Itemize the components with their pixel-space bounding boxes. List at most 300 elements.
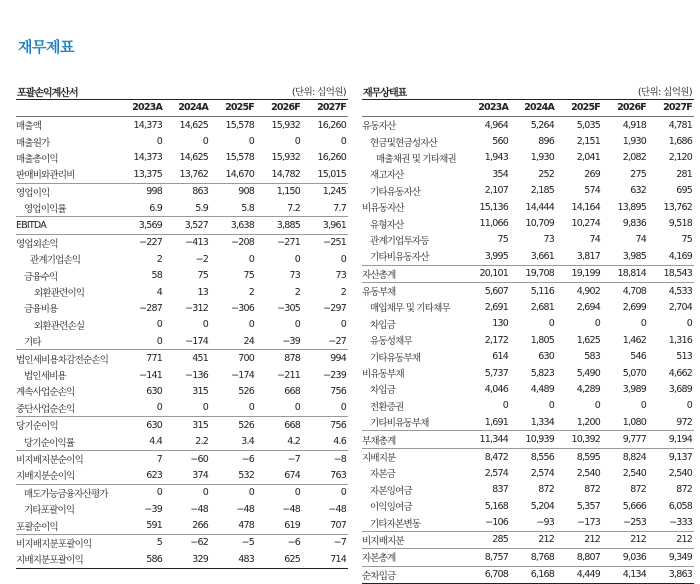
row-value: 75 bbox=[681, 234, 692, 246]
row-label: EBITDA bbox=[16, 220, 46, 232]
row-value: 872 bbox=[676, 484, 692, 496]
row-label: 매출원가 bbox=[16, 137, 50, 149]
row-value: 0 bbox=[548, 318, 554, 330]
table-row bbox=[16, 150, 348, 166]
row-value: 5,737 bbox=[484, 367, 508, 379]
row-value: 5 bbox=[156, 537, 162, 549]
row-label: 법인세비용 bbox=[24, 371, 66, 383]
row-label: 순차입금 bbox=[362, 570, 396, 582]
row-value: 2,694 bbox=[576, 301, 600, 313]
row-value: 130 bbox=[492, 318, 508, 330]
row-value: 2,041 bbox=[576, 152, 600, 164]
row-value: 2,681 bbox=[530, 301, 554, 313]
row-value: 73 bbox=[335, 270, 346, 282]
row-value: 8,556 bbox=[530, 451, 554, 463]
table-row bbox=[16, 333, 348, 349]
row-value: 212 bbox=[630, 534, 646, 546]
row-label: 기타자본변동 bbox=[370, 518, 421, 530]
row-value: 4.4 bbox=[149, 436, 162, 448]
row-value: 10,274 bbox=[571, 218, 600, 230]
table-row bbox=[362, 166, 694, 182]
table-row bbox=[16, 484, 348, 501]
row-value: 8,807 bbox=[576, 551, 600, 563]
table-row bbox=[362, 548, 694, 565]
balance-sheet-header bbox=[362, 84, 694, 100]
row-value: −333 bbox=[669, 517, 692, 529]
row-value: 972 bbox=[676, 416, 692, 428]
income-statement-rows bbox=[16, 117, 348, 568]
row-value: 0 bbox=[294, 402, 300, 414]
row-value: 13,895 bbox=[617, 201, 646, 213]
row-label: 당기순이익 bbox=[16, 421, 58, 433]
table-row bbox=[362, 448, 694, 465]
table-row bbox=[362, 299, 694, 315]
row-value: 15,932 bbox=[271, 119, 300, 131]
row-value: 630 bbox=[538, 351, 554, 363]
income-statement-header bbox=[16, 84, 348, 100]
table-row bbox=[362, 482, 694, 498]
row-value: 5,490 bbox=[576, 367, 600, 379]
row-value: 18,814 bbox=[617, 268, 646, 280]
row-value: 4.6 bbox=[333, 436, 346, 448]
row-value: −174 bbox=[185, 335, 208, 347]
row-value: 14,670 bbox=[225, 168, 254, 180]
table-row bbox=[362, 199, 694, 215]
row-value: 714 bbox=[330, 553, 346, 565]
row-value: 5,823 bbox=[530, 367, 554, 379]
table-row bbox=[16, 166, 348, 182]
row-value: 8,472 bbox=[484, 451, 508, 463]
row-value: 478 bbox=[238, 520, 254, 532]
row-value: 15,932 bbox=[271, 152, 300, 164]
table-bottom-rule bbox=[16, 568, 348, 569]
row-value: 1,462 bbox=[622, 334, 646, 346]
row-value: 0 bbox=[340, 136, 346, 148]
year-header: 2025F bbox=[571, 102, 600, 113]
row-value: 1,943 bbox=[484, 152, 508, 164]
row-value: 771 bbox=[146, 353, 162, 365]
row-value: 3,638 bbox=[230, 220, 254, 232]
balance-sheet-rows bbox=[362, 117, 694, 583]
row-value: 3,569 bbox=[138, 220, 162, 232]
row-label: 현금및현금성자산 bbox=[370, 137, 438, 149]
row-value: 668 bbox=[284, 419, 300, 431]
row-value: −39 bbox=[282, 335, 300, 347]
row-label: 이익잉여금 bbox=[370, 502, 412, 514]
row-value: 4,449 bbox=[576, 569, 600, 581]
row-value: 707 bbox=[330, 520, 346, 532]
row-value: 19,708 bbox=[525, 268, 554, 280]
row-value: 756 bbox=[330, 419, 346, 431]
row-value: −174 bbox=[231, 369, 254, 381]
row-value: 630 bbox=[146, 385, 162, 397]
row-value: 9,194 bbox=[668, 434, 692, 446]
row-value: 14,164 bbox=[571, 201, 600, 213]
row-value: 872 bbox=[584, 484, 600, 496]
row-label: 매출총이익 bbox=[16, 153, 58, 165]
row-value: −5 bbox=[241, 537, 254, 549]
row-value: 2,540 bbox=[576, 467, 600, 479]
row-value: 9,836 bbox=[622, 218, 646, 230]
row-label: 기타포괄이익 bbox=[24, 505, 75, 517]
row-value: 2,704 bbox=[668, 301, 692, 313]
row-value: −2 bbox=[195, 253, 208, 265]
row-value: 14,444 bbox=[525, 201, 554, 213]
row-value: 0 bbox=[248, 319, 254, 331]
row-value: 0 bbox=[294, 136, 300, 148]
row-label: 차입금 bbox=[370, 385, 396, 397]
table-row bbox=[362, 430, 694, 447]
row-value: 451 bbox=[192, 353, 208, 365]
table-row bbox=[362, 398, 694, 414]
row-value: 4,781 bbox=[668, 119, 692, 131]
row-value: 5,070 bbox=[622, 367, 646, 379]
row-label: 외환관련손실 bbox=[34, 320, 85, 332]
table-row bbox=[16, 251, 348, 267]
row-value: −208 bbox=[231, 237, 254, 249]
row-label: 지배지분포괄이익 bbox=[16, 555, 84, 567]
year-header: 2026F bbox=[617, 102, 646, 113]
year-header: 2024A bbox=[524, 102, 554, 113]
row-value: 2,699 bbox=[622, 301, 646, 313]
row-value: 872 bbox=[630, 484, 646, 496]
row-value: 14,373 bbox=[133, 152, 162, 164]
row-value: 3,689 bbox=[668, 383, 692, 395]
table-row bbox=[16, 534, 348, 551]
row-value: 1,200 bbox=[576, 416, 600, 428]
row-value: 1,625 bbox=[576, 334, 600, 346]
row-value: 285 bbox=[492, 534, 508, 546]
row-value: 58 bbox=[151, 270, 162, 282]
row-value: 2,574 bbox=[530, 467, 554, 479]
row-label: 지배지분순이익 bbox=[16, 471, 75, 483]
row-value: 1,316 bbox=[668, 334, 692, 346]
row-value: 5,116 bbox=[530, 285, 554, 297]
table-row bbox=[362, 414, 694, 430]
row-value: −48 bbox=[282, 503, 300, 515]
row-value: 526 bbox=[238, 385, 254, 397]
table-row bbox=[362, 348, 694, 364]
row-value: 15,136 bbox=[479, 201, 508, 213]
row-value: 9,777 bbox=[622, 434, 646, 446]
row-label: 비유동자산 bbox=[362, 203, 404, 215]
row-label: 비지배지분포괄이익 bbox=[16, 538, 92, 550]
row-value: 0 bbox=[294, 253, 300, 265]
table-row bbox=[362, 566, 694, 583]
row-value: 13,375 bbox=[133, 168, 162, 180]
row-value: 6,058 bbox=[668, 500, 692, 512]
row-value: 591 bbox=[146, 520, 162, 532]
row-value: 74 bbox=[635, 234, 646, 246]
row-value: 14,373 bbox=[133, 119, 162, 131]
row-value: 4,169 bbox=[668, 250, 692, 262]
balance-sheet-title: 재무상태표 bbox=[363, 88, 407, 99]
table-row bbox=[16, 284, 348, 300]
row-value: 1,805 bbox=[530, 334, 554, 346]
row-label: 기타 bbox=[24, 337, 41, 349]
row-value: 4 bbox=[156, 286, 162, 298]
table-row bbox=[16, 551, 348, 567]
row-label: 영업이익 bbox=[16, 187, 50, 199]
row-value: 10,939 bbox=[525, 434, 554, 446]
row-value: 1,150 bbox=[276, 186, 300, 198]
row-value: 13,762 bbox=[663, 201, 692, 213]
page-title: 재무제표 bbox=[18, 38, 74, 56]
row-label: 관계기업손익 bbox=[30, 255, 81, 267]
row-value: 5,035 bbox=[576, 119, 600, 131]
row-value: 994 bbox=[330, 353, 346, 365]
row-value: 908 bbox=[238, 186, 254, 198]
table-row bbox=[16, 349, 348, 366]
row-value: 9,137 bbox=[668, 451, 692, 463]
balance-sheet-panel bbox=[362, 84, 694, 584]
row-value: 269 bbox=[584, 168, 600, 180]
table-row bbox=[16, 200, 348, 216]
row-label: 비지배지분순이익 bbox=[16, 455, 84, 466]
row-value: −6 bbox=[241, 453, 254, 465]
row-value: 4,289 bbox=[576, 383, 600, 395]
table-row bbox=[16, 433, 348, 449]
row-value: 3.4 bbox=[241, 436, 254, 448]
row-label: 재고자산 bbox=[370, 170, 404, 182]
table-row bbox=[16, 450, 348, 467]
row-value: 0 bbox=[340, 253, 346, 265]
income-statement-panel bbox=[16, 84, 348, 569]
row-label: 매출채권 및 기타채권 bbox=[376, 153, 456, 165]
row-label: 매출액 bbox=[16, 121, 42, 133]
row-value: 0 bbox=[640, 400, 646, 412]
row-value: 75 bbox=[497, 234, 508, 246]
row-value: 560 bbox=[492, 136, 508, 148]
row-value: 0 bbox=[686, 400, 692, 412]
row-value: −271 bbox=[277, 237, 300, 249]
row-label: 기타비유동자산 bbox=[370, 252, 429, 264]
row-value: 4,964 bbox=[484, 119, 508, 131]
table-row bbox=[362, 248, 694, 264]
row-value: −60 bbox=[190, 453, 208, 465]
row-label: 전환증권 bbox=[370, 401, 404, 413]
row-value: 5.9 bbox=[195, 202, 208, 214]
row-value: 623 bbox=[146, 469, 162, 481]
income-statement-column-header bbox=[16, 102, 348, 117]
row-value: 896 bbox=[538, 136, 554, 148]
row-value: 13,762 bbox=[179, 168, 208, 180]
row-value: 24 bbox=[243, 335, 254, 347]
row-value: 3,961 bbox=[322, 220, 346, 232]
row-value: 668 bbox=[284, 385, 300, 397]
row-value: 0 bbox=[340, 319, 346, 331]
row-value: −106 bbox=[485, 517, 508, 529]
row-value: 2,540 bbox=[668, 467, 692, 479]
row-label: 부채총계 bbox=[362, 435, 396, 447]
row-value: 4,046 bbox=[484, 383, 508, 395]
row-value: 2,082 bbox=[622, 152, 646, 164]
row-value: 614 bbox=[492, 351, 508, 363]
row-value: 14,625 bbox=[179, 119, 208, 131]
table-row bbox=[362, 215, 694, 231]
row-value: −211 bbox=[277, 369, 300, 381]
row-value: 7 bbox=[156, 453, 162, 465]
row-value: 513 bbox=[676, 351, 692, 363]
row-value: −48 bbox=[236, 503, 254, 515]
row-value: 546 bbox=[630, 351, 646, 363]
row-value: 4,134 bbox=[622, 569, 646, 581]
row-value: 0 bbox=[594, 318, 600, 330]
row-value: −48 bbox=[328, 503, 346, 515]
row-value: 212 bbox=[538, 534, 554, 546]
row-value: 2.2 bbox=[195, 436, 208, 448]
row-value: 2 bbox=[248, 286, 254, 298]
table-row bbox=[16, 300, 348, 316]
table-row bbox=[16, 133, 348, 149]
table-row bbox=[362, 150, 694, 166]
row-label: 자본잉여금 bbox=[370, 485, 412, 497]
row-value: 73 bbox=[543, 234, 554, 246]
year-header: 2023A bbox=[132, 102, 162, 113]
row-value: 2 bbox=[156, 253, 162, 265]
row-value: 3,995 bbox=[484, 250, 508, 262]
row-value: 0 bbox=[294, 487, 300, 499]
row-value: 532 bbox=[238, 469, 254, 481]
row-value: 1,334 bbox=[530, 416, 554, 428]
row-value: 14,782 bbox=[271, 168, 300, 180]
row-value: 2,185 bbox=[530, 185, 554, 197]
row-value: 7.2 bbox=[287, 202, 300, 214]
row-value: 2,172 bbox=[484, 334, 508, 346]
row-value: −312 bbox=[185, 302, 208, 314]
table-row bbox=[362, 498, 694, 514]
row-value: 625 bbox=[284, 553, 300, 565]
row-value: 2,574 bbox=[484, 467, 508, 479]
row-value: 0 bbox=[340, 402, 346, 414]
row-value: 11,066 bbox=[479, 218, 508, 230]
row-value: 632 bbox=[630, 185, 646, 197]
income-statement-title: 포괄손익계산서 bbox=[17, 88, 78, 99]
row-value: 630 bbox=[146, 419, 162, 431]
row-value: −413 bbox=[185, 237, 208, 249]
row-label: 매도가능금융자산평가 bbox=[24, 488, 108, 500]
row-value: 16,260 bbox=[317, 119, 346, 131]
row-value: 4,708 bbox=[622, 285, 646, 297]
row-value: 483 bbox=[238, 553, 254, 565]
row-value: 315 bbox=[192, 419, 208, 431]
row-value: 0 bbox=[248, 253, 254, 265]
row-value: 756 bbox=[330, 385, 346, 397]
row-value: 0 bbox=[686, 318, 692, 330]
row-value: 4,918 bbox=[622, 119, 646, 131]
row-value: 526 bbox=[238, 419, 254, 431]
row-value: −305 bbox=[277, 302, 300, 314]
row-value: 1,691 bbox=[484, 416, 508, 428]
row-value: 10,392 bbox=[571, 434, 600, 446]
row-value: 16,260 bbox=[317, 152, 346, 164]
row-label: 영업이익률 bbox=[24, 204, 66, 216]
row-label: 유형자산 bbox=[370, 219, 404, 231]
row-value: 9,036 bbox=[622, 551, 646, 563]
row-value: 2,540 bbox=[622, 467, 646, 479]
row-value: −227 bbox=[139, 237, 162, 249]
table-row bbox=[16, 183, 348, 200]
row-value: 5,168 bbox=[484, 500, 508, 512]
row-value: 700 bbox=[238, 353, 254, 365]
row-value: 863 bbox=[192, 186, 208, 198]
table-row bbox=[16, 317, 348, 333]
table-row bbox=[16, 234, 348, 251]
row-value: 9,349 bbox=[668, 551, 692, 563]
row-label: 자본금 bbox=[370, 469, 396, 481]
table-row bbox=[16, 501, 348, 517]
year-header: 2026F bbox=[271, 102, 300, 113]
row-value: 2 bbox=[340, 286, 346, 298]
table-row bbox=[16, 517, 348, 533]
row-value: 329 bbox=[192, 553, 208, 565]
row-value: 998 bbox=[146, 186, 162, 198]
row-label: 기타유동자산 bbox=[370, 186, 421, 198]
row-value: 5,607 bbox=[484, 285, 508, 297]
row-value: 2,107 bbox=[484, 185, 508, 197]
row-value: 837 bbox=[492, 484, 508, 496]
row-value: 14,625 bbox=[179, 152, 208, 164]
row-label: 비지배지분 bbox=[362, 535, 404, 547]
row-value: 10,709 bbox=[525, 218, 554, 230]
row-value: 2,151 bbox=[576, 136, 600, 148]
row-value: 0 bbox=[202, 402, 208, 414]
row-value: 878 bbox=[284, 353, 300, 365]
row-label: 지배지분 bbox=[362, 453, 396, 464]
row-value: 1,930 bbox=[622, 136, 646, 148]
row-value: 3,989 bbox=[622, 383, 646, 395]
row-value: 252 bbox=[538, 168, 554, 180]
row-value: 574 bbox=[584, 185, 600, 197]
row-value: 7.7 bbox=[333, 202, 346, 214]
row-label: 유동부채 bbox=[362, 287, 396, 299]
year-header: 2023A bbox=[478, 102, 508, 113]
row-value: −141 bbox=[139, 369, 162, 381]
row-value: 3,527 bbox=[184, 220, 208, 232]
row-label: 자산총계 bbox=[362, 269, 396, 281]
row-value: 0 bbox=[548, 400, 554, 412]
table-row bbox=[16, 416, 348, 433]
row-value: 0 bbox=[594, 400, 600, 412]
row-value: 1,930 bbox=[530, 152, 554, 164]
row-value: 1,245 bbox=[322, 186, 346, 198]
row-value: −136 bbox=[185, 369, 208, 381]
row-value: 0 bbox=[502, 400, 508, 412]
table-row bbox=[362, 514, 694, 530]
year-header: 2027F bbox=[663, 102, 692, 113]
row-value: −7 bbox=[287, 453, 300, 465]
row-value: 0 bbox=[156, 402, 162, 414]
row-value: 9,518 bbox=[668, 218, 692, 230]
table-row bbox=[16, 216, 348, 233]
row-value: −8 bbox=[333, 453, 346, 465]
row-value: 0 bbox=[156, 335, 162, 347]
table-row bbox=[16, 383, 348, 399]
row-value: 3,661 bbox=[530, 250, 554, 262]
table-row bbox=[362, 265, 694, 282]
row-label: 유동자산 bbox=[362, 121, 396, 133]
row-value: 4,489 bbox=[530, 383, 554, 395]
table-row bbox=[16, 268, 348, 284]
row-value: 6,168 bbox=[530, 569, 554, 581]
row-value: −7 bbox=[333, 537, 346, 549]
row-value: 0 bbox=[156, 487, 162, 499]
row-value: −306 bbox=[231, 302, 254, 314]
table-row bbox=[362, 381, 694, 397]
row-label: 비유동부채 bbox=[362, 369, 404, 381]
row-label: 당기순이익률 bbox=[24, 437, 75, 449]
row-value: 3,885 bbox=[276, 220, 300, 232]
